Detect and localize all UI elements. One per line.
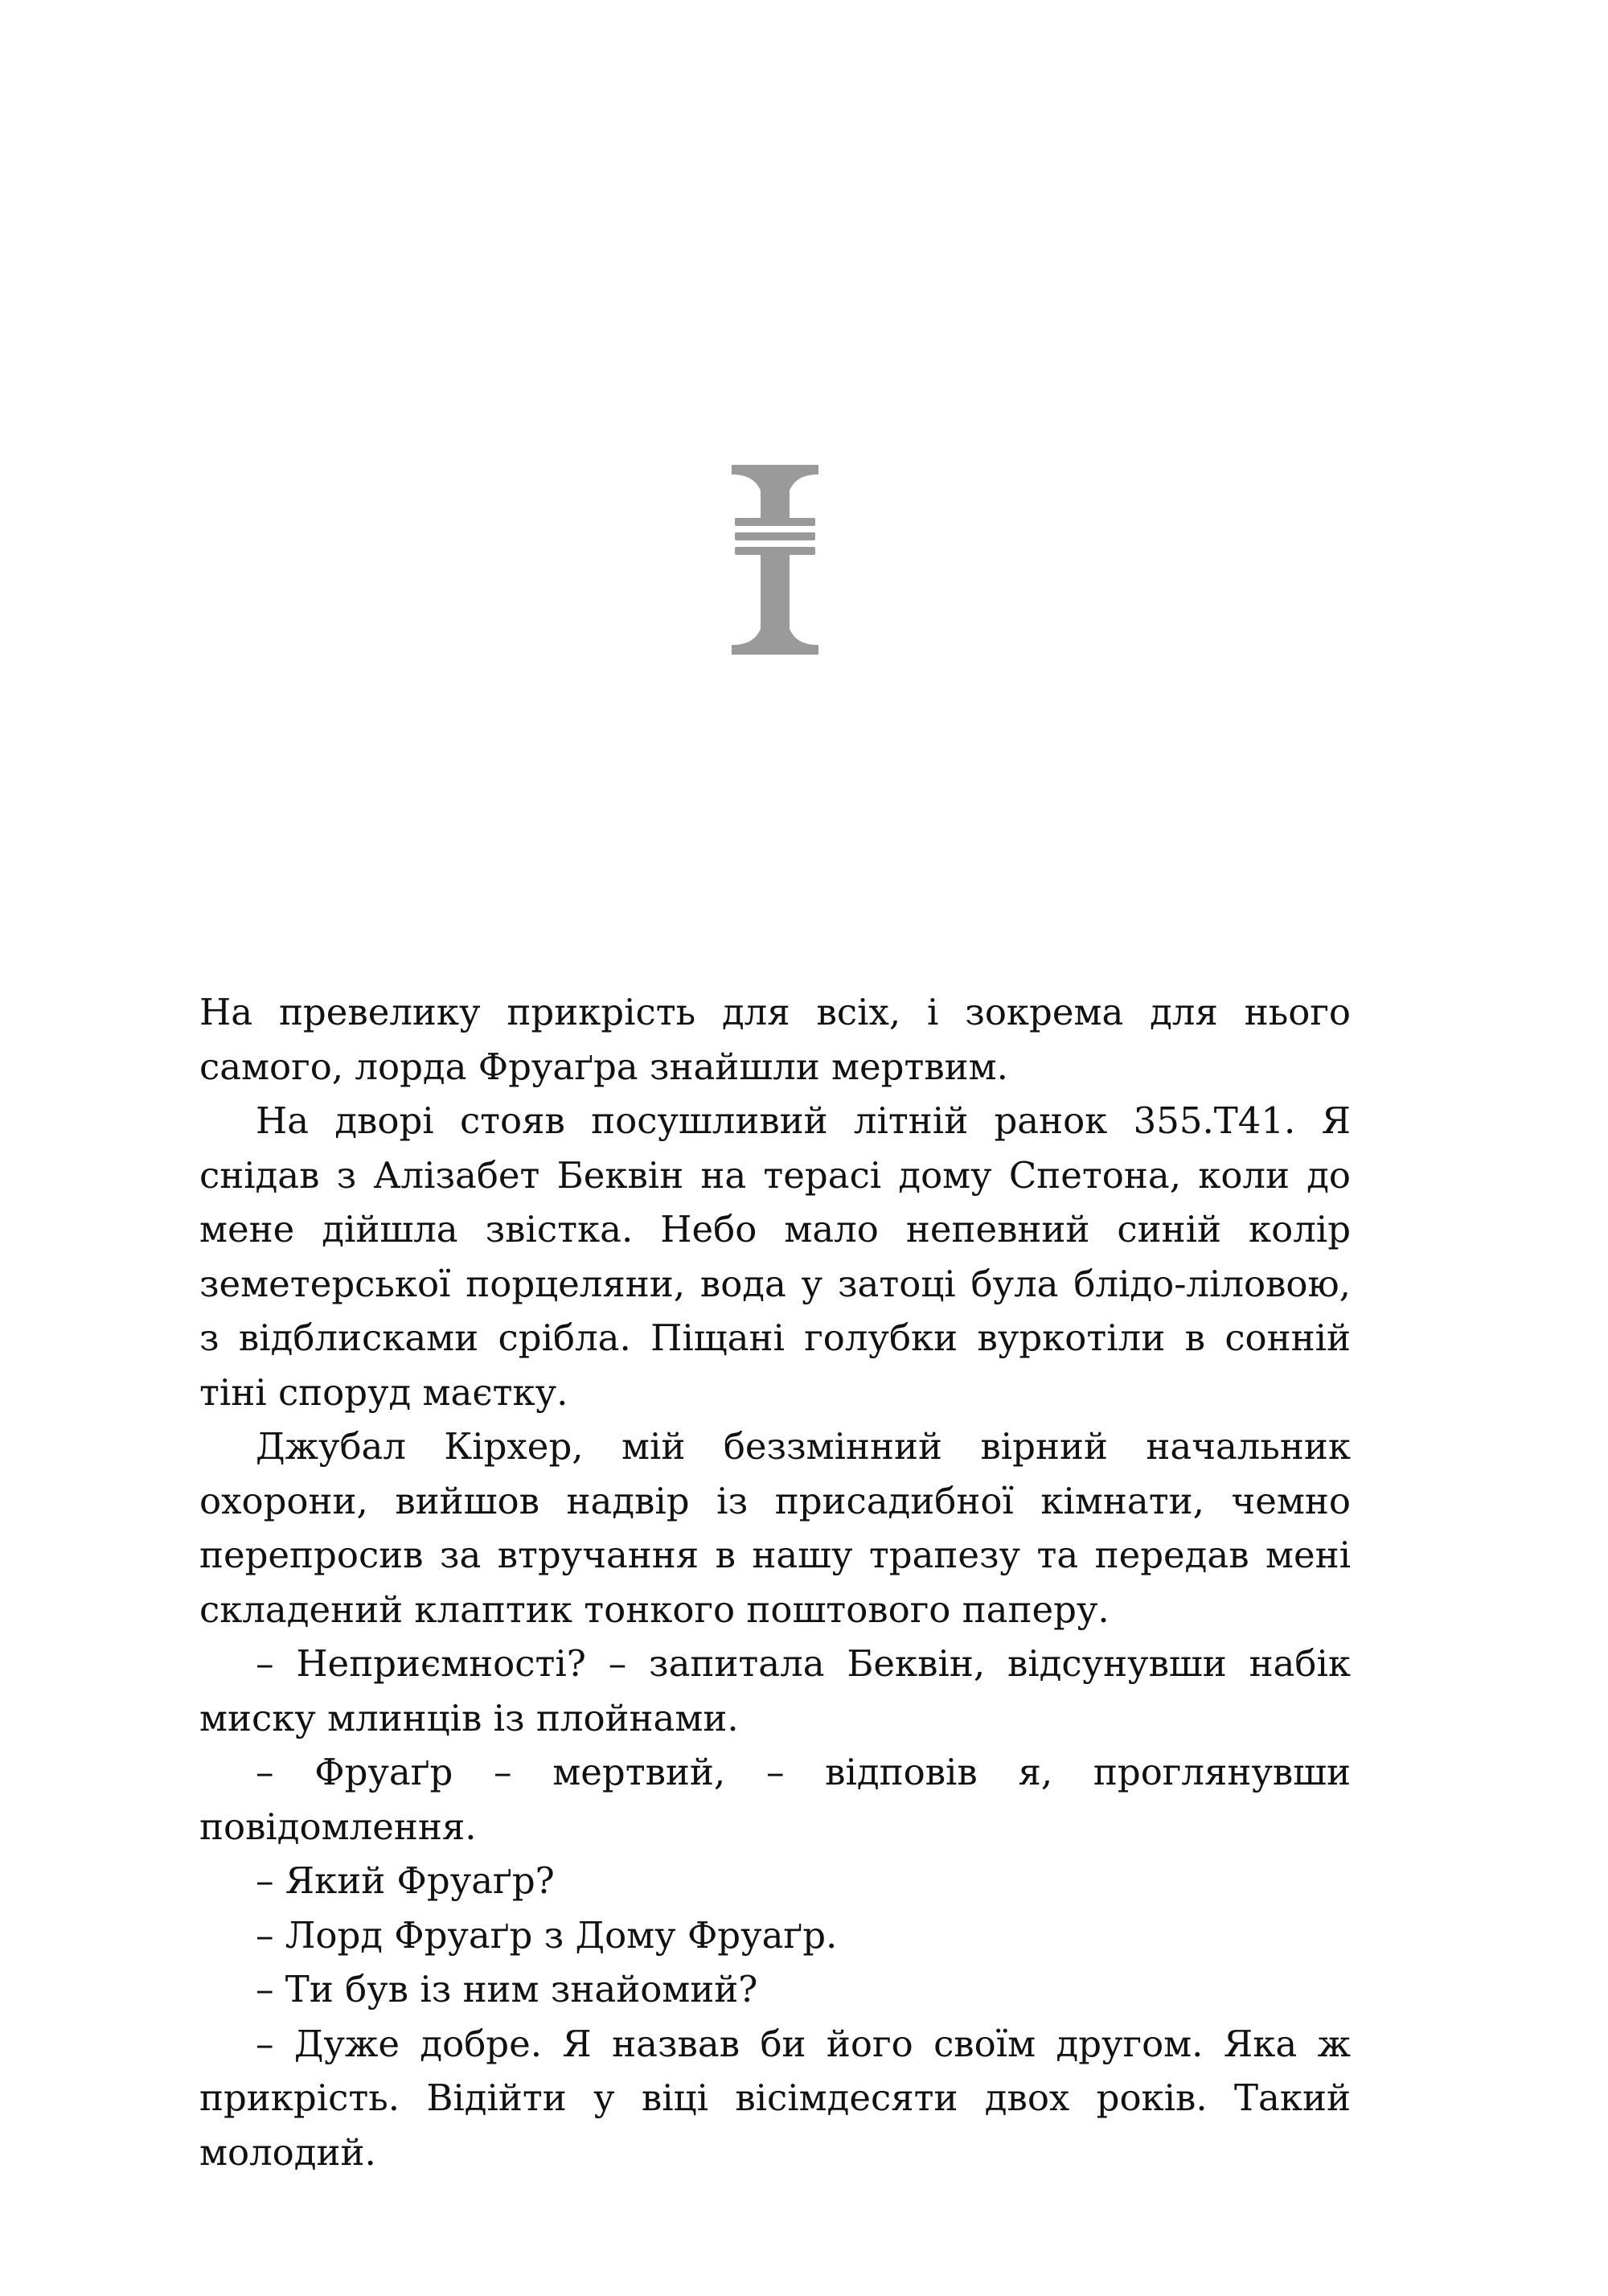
dialogue-line: – Лорд Фруаґр з Дому Фруаґр.: [256, 1913, 838, 1957]
dialogue-line: – Неприємності? – запитала Беквін, відсунувши набік миску млинців із плойнами.: [199, 1642, 1351, 1739]
paragraph: Джубал Кірхер, мій беззмінний вірний начальник охорони, вийшов надвір із присадибної кімнати, чемно перепросив за втручання в нашу трапезу та передав мені складений клаптик тонкого поштового паперу.: [199, 1425, 1351, 1631]
chapter-body-text: [199, 985, 1351, 2179]
dialogue-line: – Фруаґр – мертвий, – відповів я, проглянувши повідомлення.: [199, 1751, 1351, 1848]
dialogue-line: – Ти був із ним знайомий?: [256, 1968, 758, 2011]
chapter-numeral-icon: [730, 465, 820, 655]
paragraph: На дворі стояв посушливий літній ранок 355.Т41. Я снідав з Алізабет Беквін на терасі дому Спетона, коли до мене дійшла звістка. Небо мало непевний синій колір земетерської порцеляни, вода у затоці була блідо-ліловою, з відблисками срібла. Піщані голубки вуркотіли в сонній тіні споруд маєтку.: [199, 1099, 1351, 1414]
paragraph: На превелику прикрість для всіх, і зокрема для нього самого, лорда Фруаґра знайшли мертвим.: [199, 991, 1351, 1088]
dialogue-line: – Дуже добре. Я назвав би його своїм другом. Яка ж прикрість. Відійти у віці вісімдесяти двох років. Такий молодий.: [199, 2022, 1351, 2174]
dialogue-line: – Який Фруаґр?: [256, 1859, 555, 1902]
